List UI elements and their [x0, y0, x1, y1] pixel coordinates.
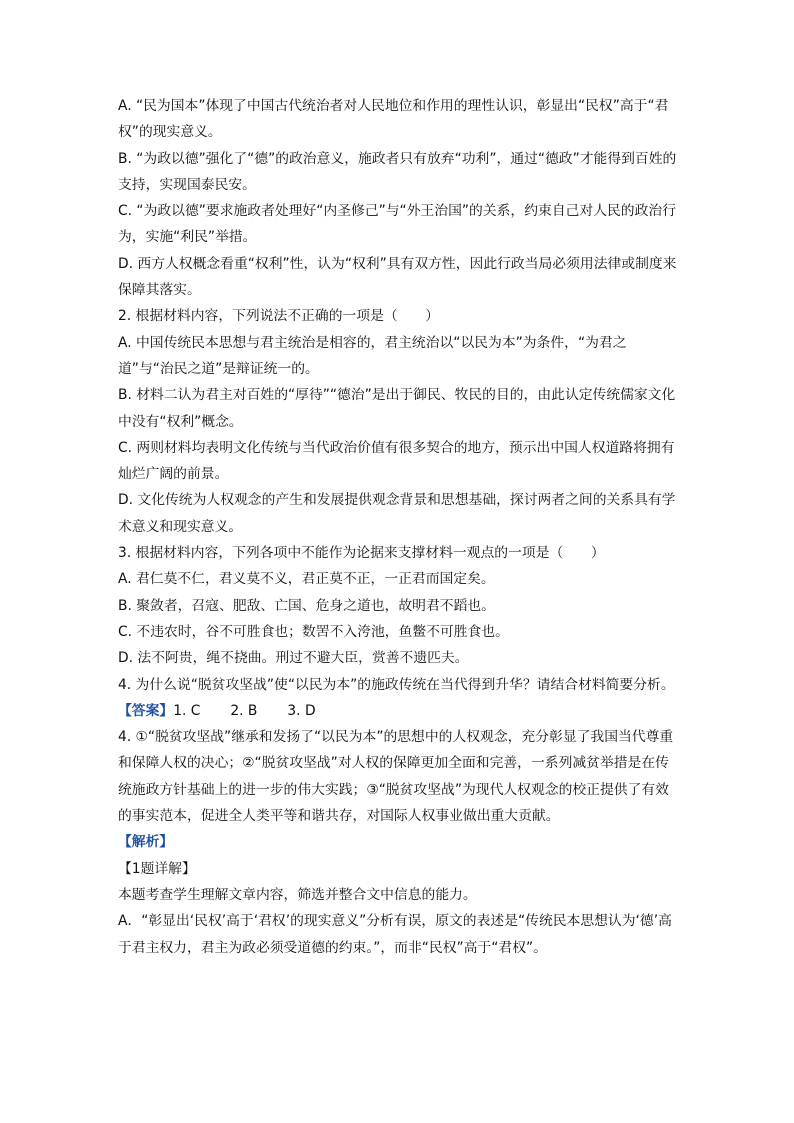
q1-option-b: B. “为政以德”强化了“德”的政治意义，施政者只有放弃“功利”，通过“德政”才能得到百姓的支持，实现国泰民安。	[118, 150, 677, 193]
analysis-intro: 本题考查学生理解文章内容，筛选并整合文中信息的能力。	[118, 886, 477, 903]
answer-item-2: 2. B	[230, 702, 258, 719]
q3-option-d: D. 法不阿贵，绳不挠曲。刑过不避大臣，赏善不遗匹夫。	[118, 650, 469, 667]
q3-option-a: A. 君仁莫不仁，君义莫不义，君正莫不正，一正君而国定矣。	[118, 571, 495, 588]
q4-stem: 4. 为什么说“脱贫攻坚战”使“以民为本”的施政传统在当代得到升华？请结合材料简要分析。	[118, 676, 675, 693]
q3-option-c: C. 不违农时，谷不可胜食也；数罟不入洿池，鱼鳖不可胜食也。	[118, 623, 509, 640]
answer-row	[118, 698, 678, 724]
q1-option-d: D. 西方人权概念看重“权利”性，认为“权利”具有双方性，因此行政当局必须用法律或制度来保障其落实。	[118, 255, 677, 299]
q2-option-a: A. 中国传统民本思想与君主统治是相容的，君主统治以“以民为本”为条件，“为君之道”与“治民之道”是辩证统一的。	[118, 334, 627, 377]
answer-item-1: 1. C	[173, 702, 201, 719]
answer-q4-text: 4. ①“脱贫攻坚战”继承和发扬了“以民为本”的思想中的人权观念，充分彰显了我国当代尊重和保障人权的决心；②“脱贫攻坚战”对人权的保障更加全面和完善，一系列减贫举措是在传统施政方针基础上的进一步的伟大实践；③“脱贫攻坚战”为现代人权观念的校正提供了有效的事实范本，促进全人类平等和谐共存，对国际人权事业做出重大贡献。	[118, 729, 674, 825]
answer-tag: 【答案】	[118, 702, 174, 719]
q3-option-b: B. 聚敛者，召寇、肥敌、亡国、危身之道也，故明君不蹈也。	[118, 597, 495, 614]
q1-option-c: C. “为政以德”要求施政者处理好“内圣修己”与“外王治国”的关系，约束自己对人民的政治行为，实施“利民”举措。	[118, 203, 676, 246]
answer-item-3: 3. D	[287, 702, 316, 719]
q2-option-c: C. 两则材料均表明文化传统与当代政治价值有很多契合的地方，预示出中国人权道路将拥有灿烂广阔的前景。	[118, 439, 675, 483]
analysis-tag: 【解析】	[118, 834, 174, 851]
q3-stem: 3. 根据材料内容，下列各项中不能作为论据来支撑材料一观点的一项是（ ）	[118, 545, 605, 562]
q1-option-a: A. “民为国本”体现了中国古代统治者对人民地位和作用的理性认识，彰显出“民权”高于“君权”的现实意义。	[118, 98, 669, 141]
analysis-q1-heading: 【1题详解】	[118, 860, 196, 877]
analysis-option-a: A．“彰显出‘民权’高于‘君权’的现实意义”分析有误，原文的表述是“传统民本思想认为‘德’高于君主权力，君主为政必须受道德的约束。”，而非“民权”高于“君权”。	[118, 913, 672, 956]
q2-option-d: D. 文化传统为人权观念的产生和发展提供观念背景和思想基础，探讨两者之间的关系具有学术意义和现实意义。	[118, 492, 676, 535]
document-content	[118, 93, 678, 961]
q2-option-b: B. 材料二认为君主对百姓的“厚待”“德治”是出于御民、牧民的目的，由此认定传统儒家文化中没有“权利”概念。	[118, 387, 676, 430]
q2-stem: 2. 根据材料内容，下列说法不正确的一项是（ ）	[118, 308, 440, 325]
